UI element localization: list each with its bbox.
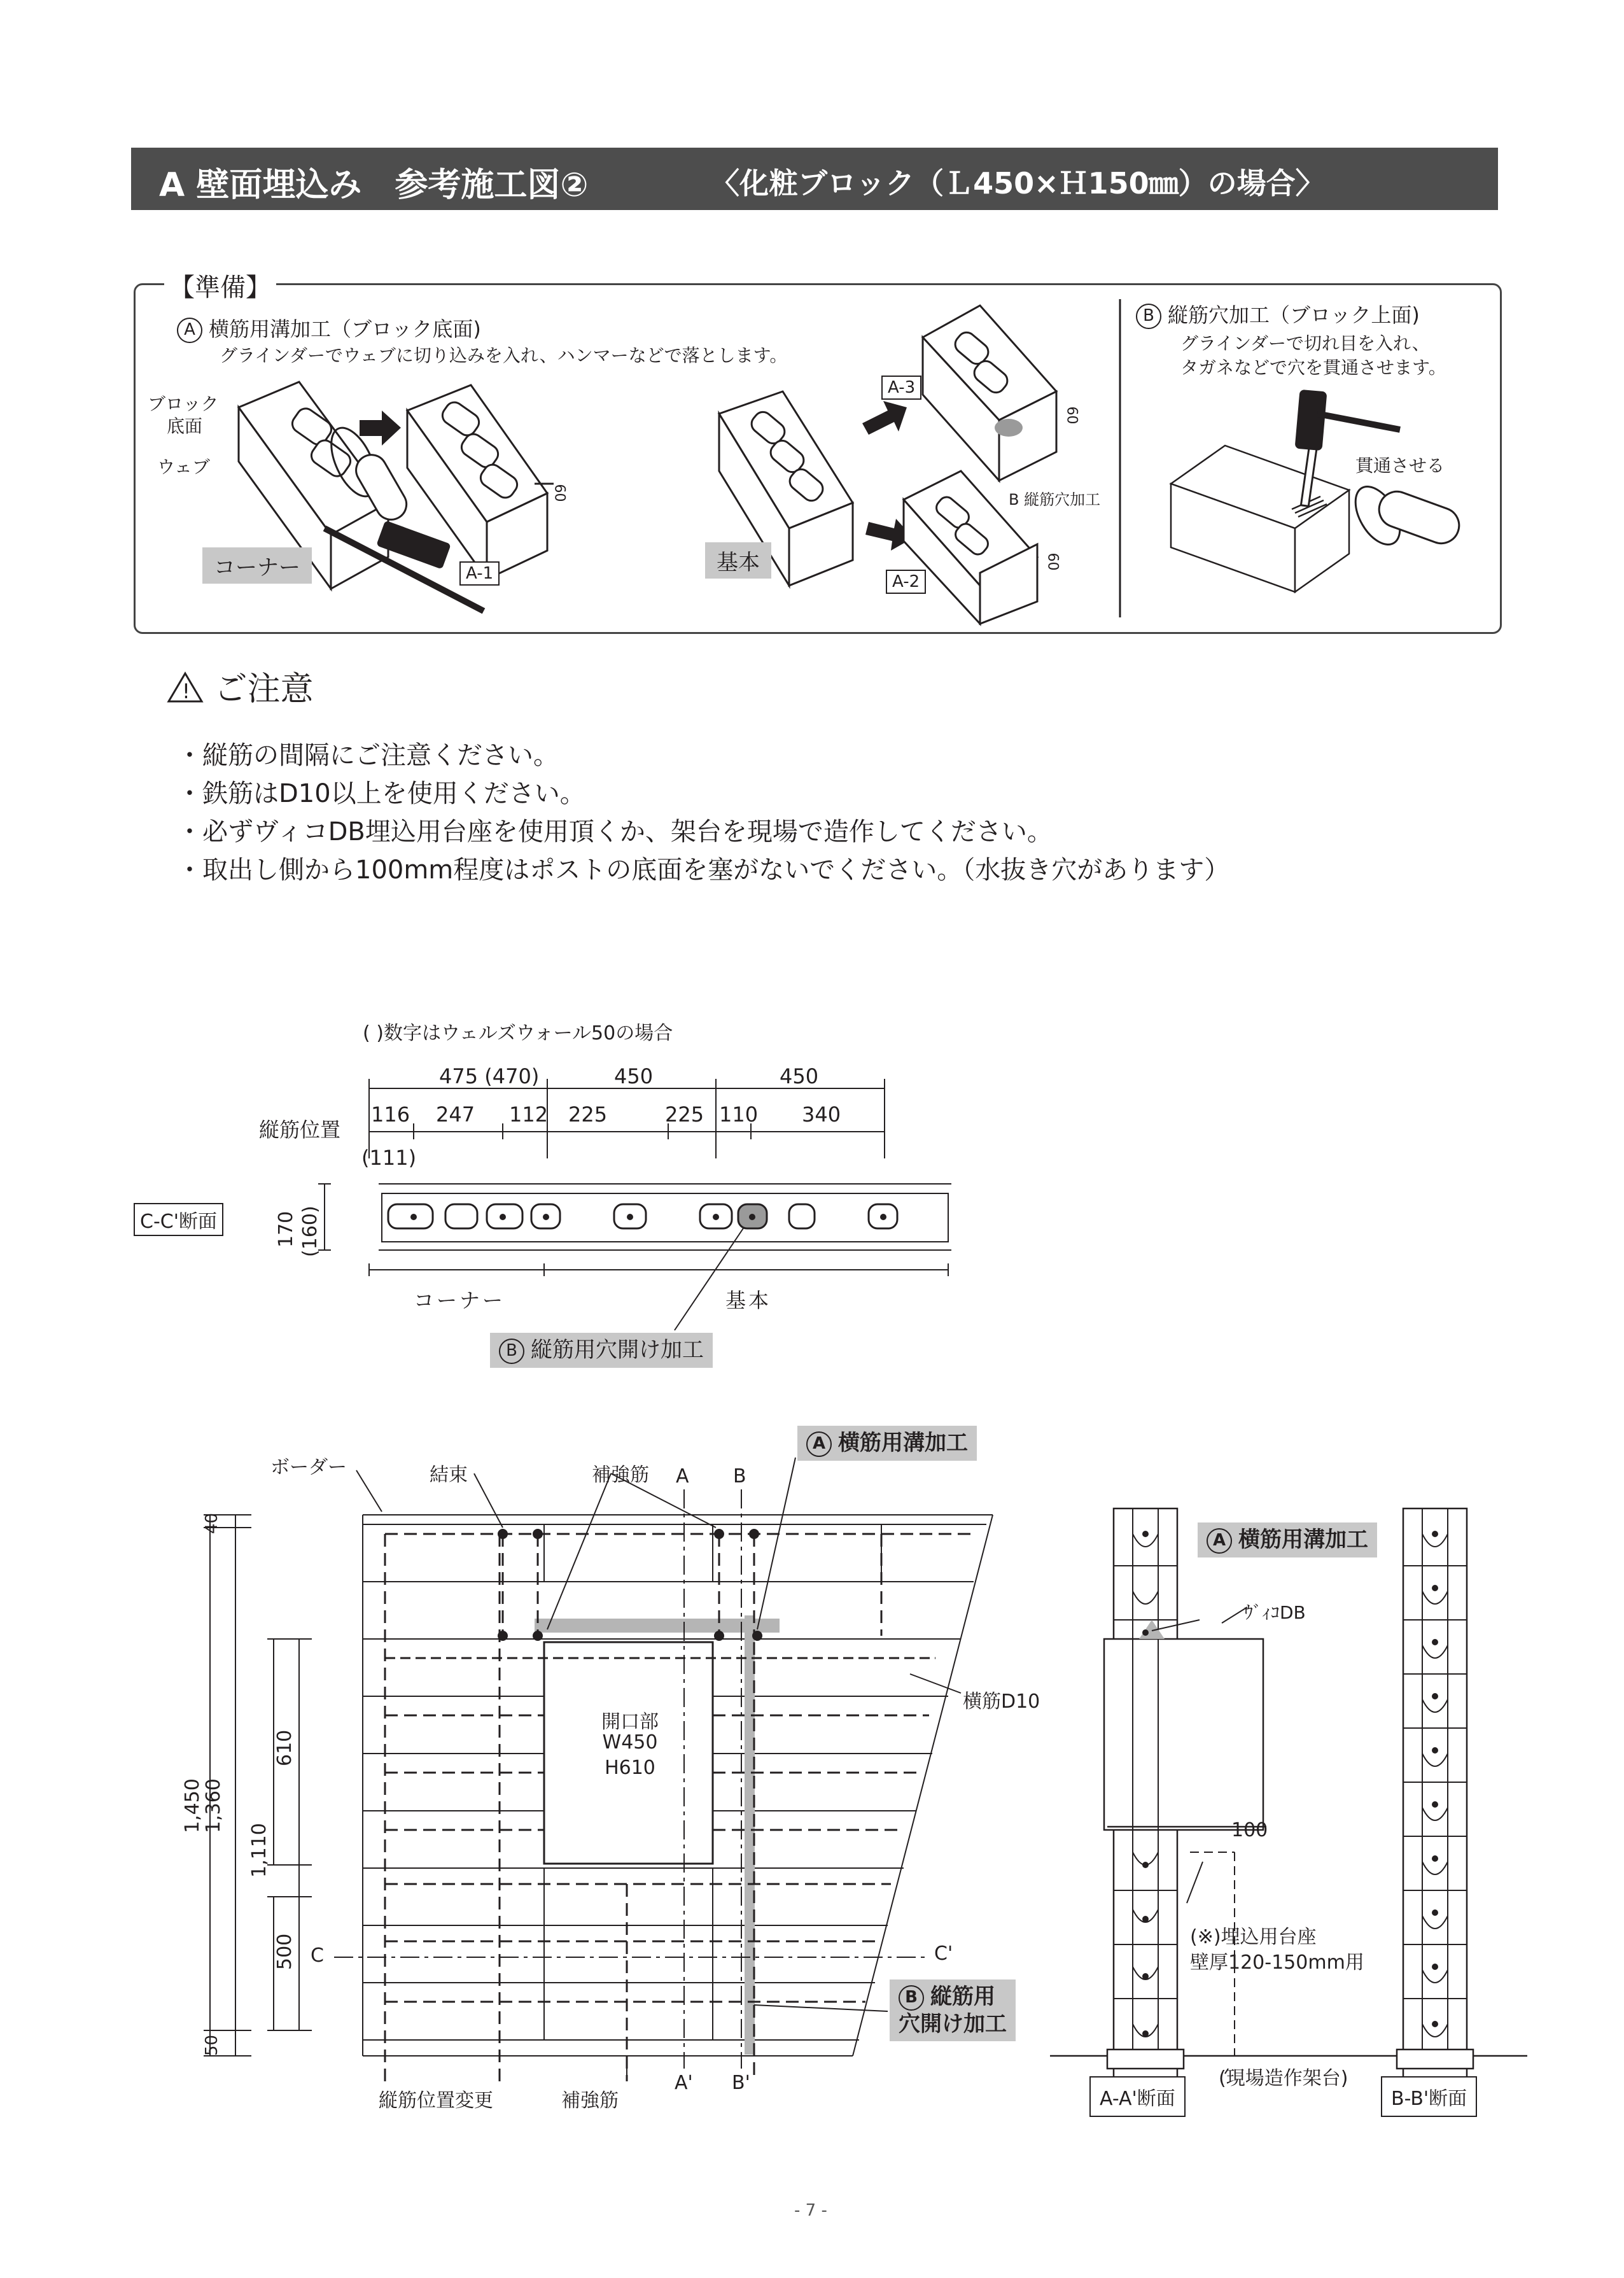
caution-item: ・鉄筋はD10以上を使用ください。 xyxy=(177,779,585,808)
dim-50: 50 xyxy=(202,2034,221,2056)
label-rebar-change: 縦筋位置変更 xyxy=(379,2090,493,2112)
label-tie: 結束 xyxy=(430,1464,468,1486)
label-dim60-a3: 60 xyxy=(1063,406,1080,425)
caution-item: ・縦筋の間隔にご注意ください。 xyxy=(177,741,559,770)
label-dim60-a2: 60 xyxy=(1044,552,1061,571)
caution-item: ・取出し側から100mm程度はポストの底面を塞がないでください。（水抜き穴があります） xyxy=(177,855,1230,885)
rebar-dim: 340 xyxy=(802,1102,841,1127)
prep-b-desc-1: グラインダーで切れ目を入れ、 xyxy=(1180,333,1430,354)
label-a-prime: A' xyxy=(675,2072,693,2094)
label-a1: A-1 xyxy=(459,561,500,586)
label-dim60-a1: 60 xyxy=(551,484,568,502)
tag-horizontal-groove-section: A 横筋用溝加工 xyxy=(1198,1522,1377,1557)
label-penetrate: 貫通させる xyxy=(1355,455,1445,476)
height-160: (160) xyxy=(299,1206,321,1257)
rebar-dim: 116 xyxy=(371,1102,410,1127)
label-a3: A-3 xyxy=(881,376,921,400)
tag-corner: コーナー xyxy=(202,547,312,584)
prep-b-title: B 縦筋穴加工（ブロック上面) xyxy=(1136,299,1420,329)
tag-basic: 基本 xyxy=(705,542,771,579)
rebar-dim: 247 xyxy=(436,1102,475,1127)
label-b-prime: B' xyxy=(732,2072,750,2094)
label-b-hole: B 縦筋穴加工 xyxy=(1009,491,1101,509)
label-aa-section: A-A'断面 xyxy=(1089,2076,1186,2117)
page-title: A 壁面埋込み 参考施工図② xyxy=(159,166,589,204)
sections-ab-drawing xyxy=(1044,1496,1527,2100)
dim-40: 40 xyxy=(202,1512,221,1534)
dim-top-1: 475 (470) xyxy=(439,1064,540,1088)
caution-heading: ! ご注意 xyxy=(167,662,314,712)
dim-1360: 1,360 xyxy=(202,1778,225,1833)
label-corner: コーナー xyxy=(414,1288,506,1312)
arrow-icon xyxy=(862,401,907,435)
label-vico-db: ｳﾞｨｺDB xyxy=(1244,1602,1306,1623)
section-note: ( )数字はウェルズウォール50の場合 xyxy=(363,1022,673,1044)
prep-a-desc: グラインダーでウェブに切り込みを入れ、ハンマーなどで落とします。 xyxy=(220,345,788,366)
label-block-bottom-2: 底面 xyxy=(167,416,203,437)
label-c: C xyxy=(311,1944,324,1967)
preparation-illustrations xyxy=(0,0,1624,636)
label-reinforce-bottom: 補強筋 xyxy=(561,2090,619,2112)
dim-500: 500 xyxy=(274,1933,296,1970)
label-base-2: 壁厚120-150mm用 xyxy=(1190,1951,1364,1974)
warning-icon xyxy=(167,671,204,712)
page-number: - 7 - xyxy=(794,2201,827,2220)
dim-1450: 1,450 xyxy=(181,1778,204,1833)
label-reinforce: 補強筋 xyxy=(592,1464,649,1486)
dim-top-2: 450 xyxy=(614,1064,654,1088)
section-cc-label: C-C'断面 xyxy=(134,1203,223,1236)
rebar-dim: 225 xyxy=(568,1102,608,1127)
dim-111: (111) xyxy=(361,1146,417,1170)
horizontal-groove-band xyxy=(535,1619,780,1633)
rebar-position-label: 縦筋位置 xyxy=(259,1118,341,1142)
label-c-prime: C' xyxy=(934,1943,953,1965)
label-web: ウェブ xyxy=(157,456,210,477)
tag-vertical-hole-elevation: B 縦筋用 穴開け加工 xyxy=(890,1979,1016,2041)
label-a2: A-2 xyxy=(886,570,926,594)
label-horizontal-rebar: 横筋D10 xyxy=(963,1691,1040,1713)
label-base-1: (※)埋込用台座 xyxy=(1190,1926,1317,1948)
label-b: B xyxy=(733,1465,746,1487)
dim-1110: 1,110 xyxy=(248,1823,270,1878)
prep-a-title: A 横筋用溝加工（ブロック底面) xyxy=(177,313,481,343)
label-100: 100 xyxy=(1231,1819,1268,1841)
rebar-dim: 225 xyxy=(665,1102,704,1127)
label-site-frame: (現場造作架台) xyxy=(1219,2067,1348,2090)
opening-height: H610 xyxy=(605,1757,655,1779)
b-block-illustration xyxy=(1171,446,1349,592)
opening-width: W450 xyxy=(602,1731,658,1754)
label-a: A xyxy=(676,1465,689,1487)
svg-text:!: ! xyxy=(182,678,190,703)
rebar-dim: 110 xyxy=(719,1102,759,1127)
opening-label: 開口部 xyxy=(601,1711,659,1733)
label-border: ボーダー xyxy=(270,1456,347,1479)
grinder-icon xyxy=(1347,479,1464,552)
dim-610: 610 xyxy=(274,1729,296,1766)
label-basic: 基本 xyxy=(725,1288,772,1312)
section-cc-drawing xyxy=(0,1050,1624,1337)
block-cells xyxy=(388,1204,897,1228)
label-bb-section: B-B'断面 xyxy=(1381,2076,1477,2117)
tag-horizontal-groove: A 横筋用溝加工 xyxy=(797,1426,977,1461)
preparation-heading: 【準備】 xyxy=(164,267,276,304)
tag-vertical-hole: B 縦筋用穴開け加工 xyxy=(490,1333,713,1368)
label-block-bottom: ブロック xyxy=(148,393,219,414)
height-170: 170 xyxy=(275,1211,297,1248)
dim-top-3: 450 xyxy=(780,1064,819,1088)
arrow-icon xyxy=(360,411,401,446)
prep-b-desc-2: タガネなどで穴を貫通させます。 xyxy=(1180,357,1446,378)
rebar-dim: 112 xyxy=(509,1102,549,1127)
caution-item: ・必ずヴィコDB埋込用台座を使用頂くか、架台を現場で造作してください。 xyxy=(177,817,1053,847)
page-subtitle: 〈化粧ブロック（Ｌ450×Ｈ150㎜）の場合〉 xyxy=(710,166,1325,200)
a3-block-illustration xyxy=(923,306,1056,481)
